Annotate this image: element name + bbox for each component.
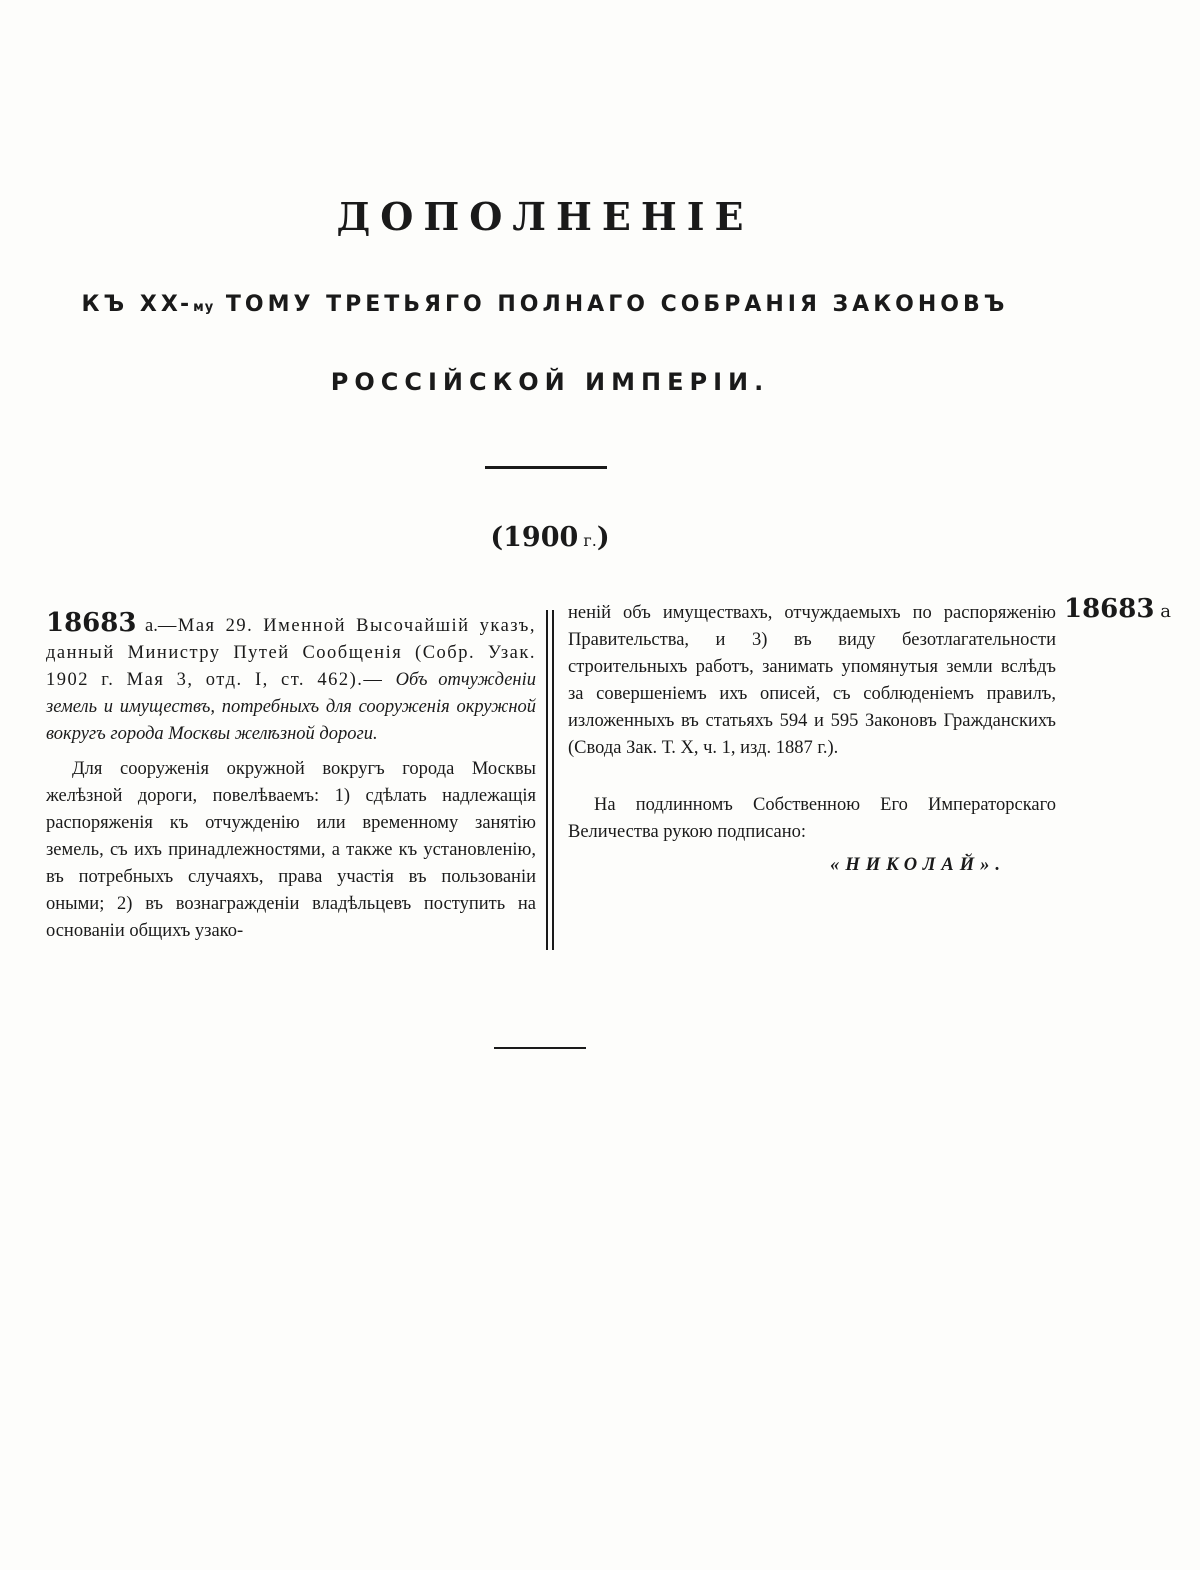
document-subtitle-empire: РОССІЙСКОЙ ИМПЕРІИ.	[330, 368, 770, 396]
header-divider	[485, 466, 607, 469]
entry-number-suffix: а.	[136, 616, 158, 636]
margin-number: 18683	[1064, 594, 1155, 624]
column-divider-left	[546, 610, 548, 950]
document-title: ДОПОЛНЕНІЕ	[336, 194, 754, 239]
right-column	[568, 600, 1056, 879]
entry-heading-text: —Мая 29. Именной Высочайшій указъ, данный Министру Путей Сообщенія (Собр. Узак. 1902 г. Мая 3, отд. I, ст. 462).—	[46, 616, 536, 690]
entry-summary: Объ отчужденіи земель и имуществъ, потребныхъ для сооруженія окружной вокругъ города Москвы желѣзной дороги.	[46, 670, 536, 744]
signature: «НИКОЛАЙ».	[830, 855, 1006, 875]
entry-body-left: Для сооруженія окружной вокругъ города Москвы желѣзной дороги, повелѣваемъ: 1) сдѣлать надлежащія распоряженія къ отчужденію или временному занятію земель, съ ихъ принадлежностями, а также къ установленію, въ потребныхъ случаяхъ, права участія въ пользованіи оными; 2) въ вознагражденіи владѣльцевъ поступить на основаніи общихъ узако-	[46, 759, 536, 941]
margin-number-suffix: а	[1154, 601, 1171, 622]
signature-intro: На подлинномъ Собственною Его Императорскаго Величества рукою подписано:	[568, 795, 1056, 842]
margin-entry-number	[1064, 594, 1171, 624]
subtitle-ordinal-suffix: му	[193, 300, 215, 315]
entry-heading	[46, 610, 536, 748]
column-divider-right	[552, 610, 554, 950]
subtitle-main: ТОМУ ТРЕТЬЯГО ПОЛНАГО СОБРАНІЯ ЗАКОНОВЪ	[214, 292, 1009, 317]
entry-number: 18683	[46, 608, 137, 638]
document-subtitle	[0, 292, 1090, 317]
year-heading	[0, 522, 1100, 553]
year-close: )	[596, 522, 610, 553]
year-abbrev: г.	[578, 531, 597, 550]
year-number: (1900	[490, 522, 579, 553]
subtitle-prefix: КЪ XX-	[81, 292, 194, 317]
left-column	[46, 610, 536, 945]
entry-body-right: неній объ имуществахъ, отчуждаемыхъ по распоряженію Правительства, и 3) въ виду безотлагательности строительныхъ работъ, занимать упомянутыя земли вслѣдъ за совершеніемъ ихъ описей, съ соблюденіемъ правилъ, изложенныхъ въ статьяхъ 594 и 595 Законовъ Гражданскихъ (Свода Зак. Т. X, ч. 1, изд. 1887 г.).	[568, 603, 1056, 758]
footer-divider	[494, 1047, 586, 1049]
